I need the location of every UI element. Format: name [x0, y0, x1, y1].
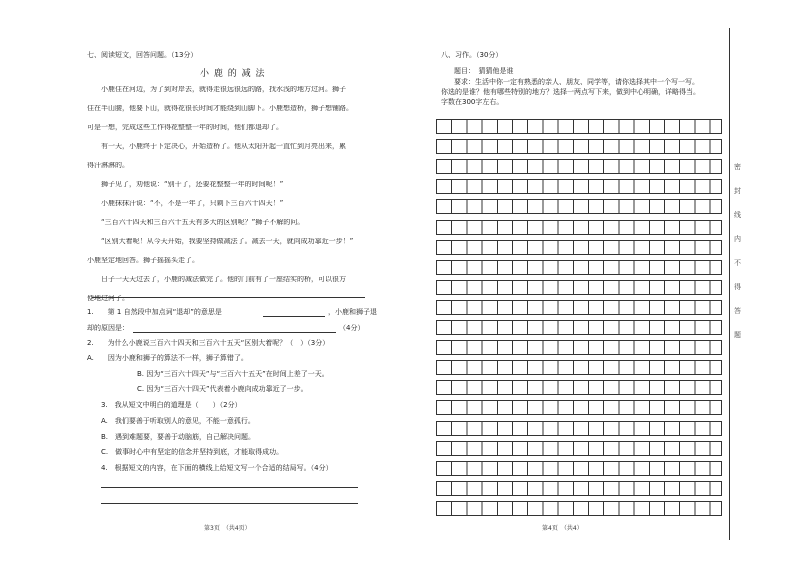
essay-requirement-line: 字数在300字左右。	[441, 98, 504, 106]
writing-grid-row[interactable]	[436, 119, 722, 134]
section-8-heading: 八、习作。（30分）	[441, 51, 503, 59]
essay-topic: 题目： 猜猜他是谁	[454, 67, 514, 75]
story-line: “三百六十四天和三百六十五天有多大的区别呢？”狮子不解的问。	[101, 219, 305, 226]
binding-line	[729, 28, 730, 540]
q2-text: 2. 为什么小鹿说三百六十四天和三百六十五天“区别大着呢？（ ）（3分）	[87, 339, 330, 347]
writing-grid-row[interactable]	[436, 179, 722, 194]
story-line: 小鹿抹抹汗说：“不，不是一年了，只剩下三百六十四天！”	[101, 200, 284, 207]
writing-grid-row[interactable]	[436, 340, 722, 355]
binding-char: 不	[734, 259, 741, 267]
story-line: 便地过河了。	[87, 295, 129, 302]
story-title: 小 鹿 的 减 法	[200, 69, 266, 79]
writing-grid-row[interactable]	[436, 199, 722, 214]
writing-grid-row[interactable]	[436, 481, 722, 496]
binding-char: 答	[734, 307, 741, 315]
answer-line[interactable]	[92, 297, 365, 298]
writing-grid-row[interactable]	[436, 159, 722, 174]
story-line: “区别大着呢！从今天开始，我要坚持做减法了。减去一天，就向成功靠近一步！”	[101, 238, 354, 245]
q1-blank-reason[interactable]	[133, 332, 336, 333]
story-line: 小鹿住在河边，为了到对岸去，就得走很远很远的路，找水浅的地方过河。狮子	[101, 86, 346, 93]
story-line: 小鹿坚定地回答。狮子摇摇头走了。	[87, 257, 199, 264]
writing-grid-row[interactable]	[436, 280, 722, 295]
writing-grid-row[interactable]	[436, 400, 722, 415]
binding-char: 密	[734, 163, 741, 171]
writing-grid-row[interactable]	[436, 139, 722, 154]
story-line: 有一天，小鹿终于下定决心，开始造桥了。他从太阳升起一直忙到月亮出来，累	[101, 143, 346, 150]
story-body	[87, 86, 382, 314]
writing-grid-row[interactable]	[436, 380, 722, 395]
story-line: 日子一天天过去了，小鹿的减法做完了。他的门前有了一座结实的桥，可以很方	[101, 276, 346, 283]
story-line: 可是一想，完成这些工作得花整整一年的时间，他们都退却了。	[87, 124, 283, 131]
q1-text-continued: ，小鹿和狮子退	[328, 308, 377, 316]
page-footer-right: 第4页 （共4）	[542, 525, 583, 532]
story-line: 得汗淋淋的。	[87, 162, 129, 169]
q1-blank-meaning[interactable]	[263, 316, 325, 317]
binding-char: 线	[734, 211, 741, 219]
q4-answer-line[interactable]	[101, 503, 358, 504]
binding-char: 内	[734, 235, 741, 243]
section-7-heading: 七、阅读短文，回答问题。（13分）	[87, 51, 198, 59]
writing-grid-row[interactable]	[436, 240, 722, 255]
writing-grid-row[interactable]	[436, 320, 722, 335]
binding-char: 题	[734, 331, 741, 339]
writing-grid-row[interactable]	[436, 220, 722, 235]
essay-requirement-line: 要求：生活中你一定有熟悉的亲人、朋友、同学等，请你选择其中一个写一写。	[454, 78, 699, 86]
q1-reason-label: 却的原因是：	[87, 324, 129, 332]
essay-requirement-line: 你选的是谁？他有哪些特别的地方？选择一两点写下来，做到中心明确，详略得当。	[441, 88, 700, 96]
page-footer-left: 第3页 （共4页）	[204, 525, 251, 532]
q1-text: 1. 第 1 自然段中加点词“退却”的意思是	[87, 308, 222, 316]
q2-option-b[interactable]: B. 因为“三百六十四天”与“三百六十五天”在时间上差了一天。	[137, 370, 329, 378]
q2-option-a[interactable]: A. 因为小鹿和狮子的算法不一样，狮子算错了。	[87, 354, 248, 362]
q3-option-b[interactable]: B. 遇到难题要，要善于动脑筋，自己解决问题。	[101, 433, 256, 441]
writing-grid-row[interactable]	[436, 300, 722, 315]
q4-answer-line[interactable]	[101, 487, 358, 488]
story-line: 狮子见了，劝他说：“别干了，还要花整整一年的时间呢！”	[101, 181, 284, 188]
writing-grid-row[interactable]	[436, 461, 722, 476]
writing-grid-row[interactable]	[436, 441, 722, 456]
writing-grid-row[interactable]	[436, 501, 722, 516]
q2-option-c[interactable]: C. 因为“三百六十四天”代表着小鹿向成功靠近了一步。	[137, 385, 308, 393]
writing-grid-row[interactable]	[436, 260, 722, 275]
q3-text: 3. 我从短文中明白的道理是（ ）（2分）	[101, 401, 242, 409]
story-line: 住在半山腰，他要下山，就得花很长时间才能绕到山脚下。小鹿想造桥，狮子想铺路。	[87, 105, 353, 112]
q1-score: （4分）	[339, 324, 365, 332]
writing-grid-row[interactable]	[436, 421, 722, 436]
q3-option-c[interactable]: C. 做事时心中有坚定的信念并坚持到底，才能取得成功。	[101, 448, 284, 456]
binding-char: 封	[734, 187, 741, 195]
binding-char: 得	[734, 283, 741, 291]
q4-text: 4. 根据短文的内容，在下面的横线上给短文写一个合适的结局写。（4分）	[101, 464, 333, 472]
q3-option-a[interactable]: A. 我们要善于听取别人的意见，不能一意孤行。	[101, 417, 255, 425]
writing-grid-row[interactable]	[436, 360, 722, 375]
